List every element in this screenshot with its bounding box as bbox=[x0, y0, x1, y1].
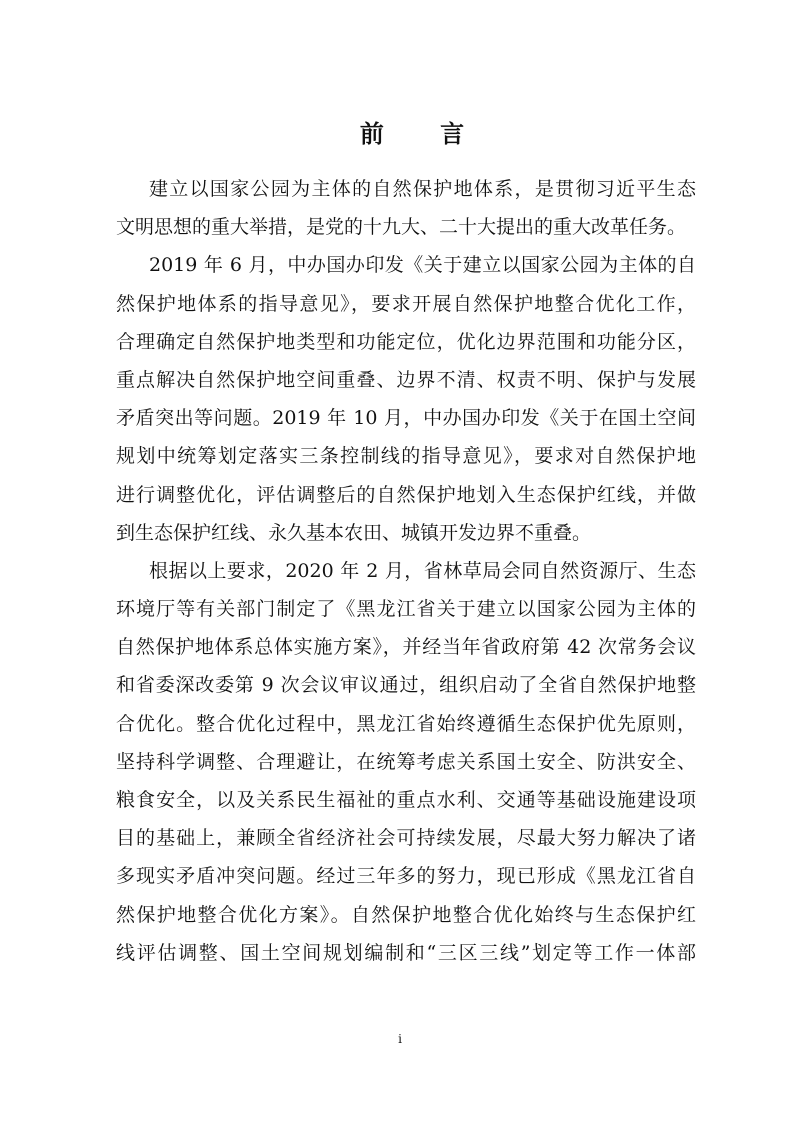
text-line: 2019 年 6 月，中办国办印发《关于建立以国家公园为主体的自 bbox=[149, 254, 696, 277]
text-line: 多现实矛盾冲突问题。经过三年多的努力，现已形成《黑龙江省自 bbox=[116, 865, 696, 888]
text-line: 建立以国家公园为主体的自然保护地体系，是贯彻习近平生态 bbox=[149, 178, 696, 200]
text-line: 粮食安全，以及关系民生福祉的重点水利、交通等基础设施建设项 bbox=[116, 789, 696, 811]
text-line: 根据以上要求，2020 年 2 月，省林草局会同自然资源厅、生态 bbox=[149, 559, 696, 582]
text-line: 到生态保护红线、永久基本农田、城镇开发边界不重叠。 bbox=[116, 521, 592, 544]
text-line: 自然保护地体系总体实施方案》，并经当年省政府第 42 次常务会议 bbox=[116, 636, 696, 659]
text-line: 进行调整优化，评估调整后的自然保护地划入生态保护红线，并做 bbox=[116, 483, 696, 506]
text-line: 文明思想的重大举措，是党的十九大、二十大提出的重大改革任务。 bbox=[116, 216, 687, 239]
text-line: 目的基础上，兼顾全省经济社会可持续发展，尽最大努力解决了诸 bbox=[116, 827, 696, 850]
text-line: 环境厅等有关部门制定了《黑龙江省关于建立以国家公园为主体的 bbox=[116, 598, 696, 621]
text-line: 坚持科学调整、合理避让，在统筹考虑关系国土安全、防洪安全、 bbox=[116, 750, 696, 773]
text-line: 然保护地整合优化方案》。自然保护地整合优化始终与生态保护红 bbox=[116, 903, 696, 926]
text-line: 合优化。整合优化过程中，黑龙江省始终遵循生态保护优先原则， bbox=[116, 712, 696, 735]
page-number: i bbox=[398, 1032, 402, 1046]
text-line: 线评估调整、国土空间规划编制和“三区三线”划定等工作一体部 bbox=[116, 941, 696, 964]
text-line: 合理确定自然保护地类型和功能定位，优化边界范围和功能分区， bbox=[116, 330, 696, 353]
text-line: 然保护地体系的指导意见》，要求开展自然保护地整合优化工作， bbox=[116, 292, 696, 315]
text-line: 和省委深改委第 9 次会议审议通过，组织启动了全省自然保护地整 bbox=[116, 674, 696, 697]
text-line: 重点解决自然保护地空间重叠、边界不清、权责不明、保护与发展 bbox=[116, 368, 696, 391]
body-text bbox=[116, 170, 696, 972]
text-line: 矛盾突出等问题。2019 年 10 月，中办国办印发《关于在国土空间 bbox=[116, 407, 696, 430]
text-line: 规划中统筹划定落实三条控制线的指导意见》，要求对自然保护地 bbox=[116, 445, 696, 468]
page-title: 前 言 bbox=[359, 120, 489, 148]
